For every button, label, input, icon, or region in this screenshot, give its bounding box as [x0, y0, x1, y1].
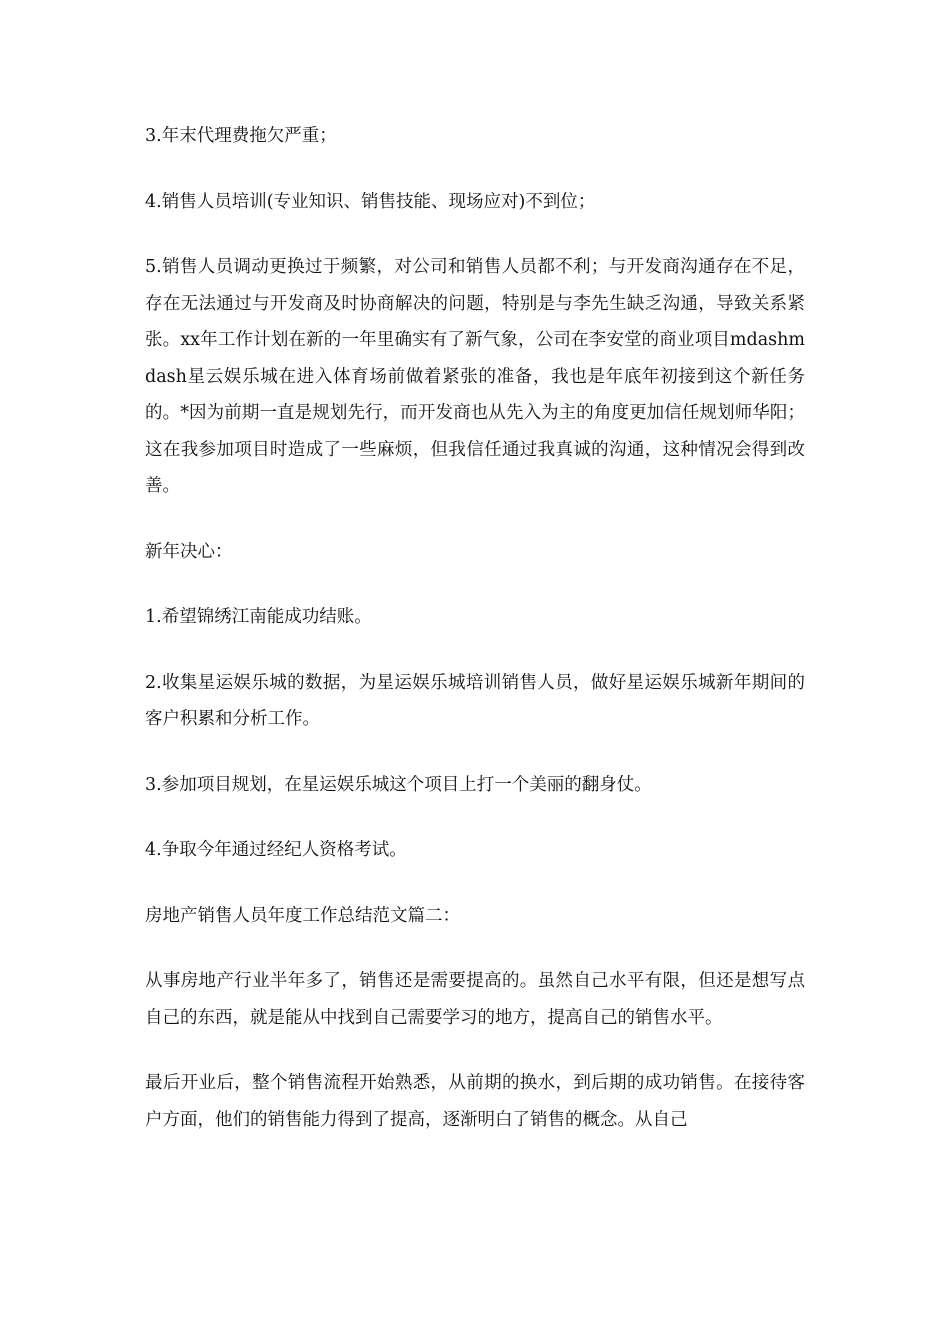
- paragraph-new-year-resolution-heading: 新年决心：: [145, 541, 233, 562]
- paragraph-resolution-1: 1.希望锦绣江南能成功结账。: [145, 607, 372, 627]
- paragraph-item-3-arrears: 3.年末代理费拖欠严重；: [145, 126, 337, 146]
- paragraph-item-5-staff-changes: 5.销售人员调动更换过于频繁，对公司和销售人员都不利；与开发商沟通存在不足，存在无法通过与开发商及时协商解决的问题，特别是与李先生缺乏沟通，导致关系紧张。xx年工作计划在新的一年里确实有了新气象，公司在李安堂的商业项目mdashmdash星云娱乐城在进入体育场前做着紧张的准备，我也是年底年初接到这个新任务的。*因为前期一直是规划先行，而开发商也从先入为主的角度更加信任规划师华阳；这在我参加项目时造成了一些麻烦，但我信任通过我真诚的沟通，这种情况会得到改善。: [145, 257, 805, 496]
- paragraph-opening-experience: 最后开业后，整个销售流程开始熟悉，从前期的换水，到后期的成功销售。在接待客户方面，他们的销售能力得到了提高，逐渐明白了销售的概念。从自己: [145, 1073, 805, 1130]
- paragraph-intro: 从事房地产行业半年多了，销售还是需要提高的。虽然自己水平有限，但还是想写点自己的东西，就是能从中找到自己需要学习的地方，提高自己的销售水平。: [145, 971, 805, 1028]
- paragraph-resolution-3: 3.参加项目规划，在星运娱乐城这个项目上打一个美丽的翻身仗。: [145, 774, 652, 795]
- paragraph-resolution-4: 4.争取今年通过经纪人资格考试。: [145, 840, 407, 860]
- document-body: [145, 118, 805, 1167]
- paragraph-resolution-2: 2.收集星运娱乐城的数据，为星运娱乐城培训销售人员，做好星运娱乐城新年期间的客户积累和分析工作。: [145, 672, 805, 729]
- paragraph-item-4-training: 4.销售人员培训(专业知识、销售技能、现场应对)不到位；: [145, 191, 596, 212]
- paragraph-section-two-heading: 房地产销售人员年度工作总结范文篇二：: [145, 905, 460, 926]
